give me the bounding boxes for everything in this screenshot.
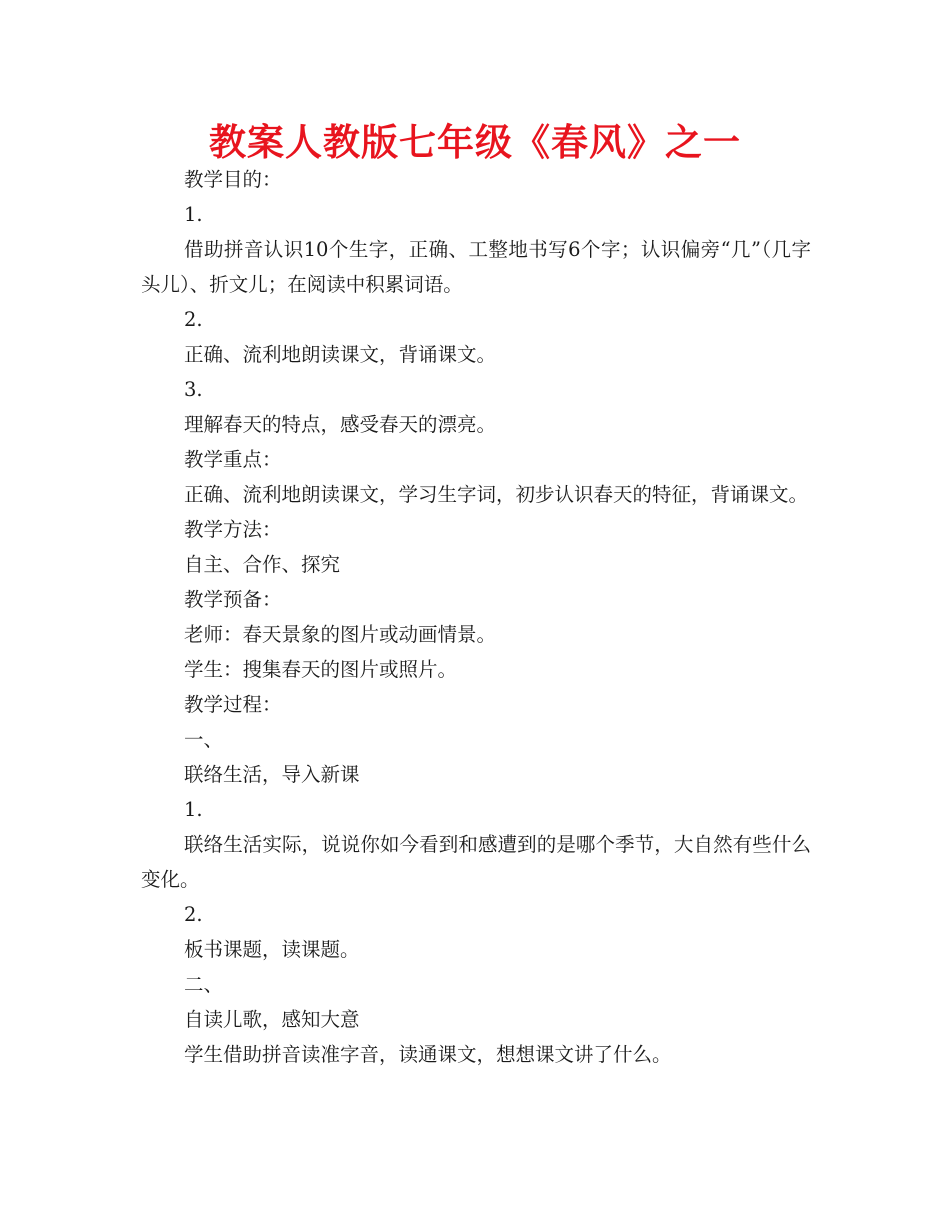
list-number: 3. xyxy=(184,378,203,401)
list-number: 1. xyxy=(184,798,203,821)
list-number: 2. xyxy=(184,308,203,331)
paragraph: 正确、流利地朗读课文，背诵课文。 xyxy=(184,343,497,366)
list-number: 2. xyxy=(184,903,203,926)
subsection-heading: 联络生活，导入新课 xyxy=(184,763,360,786)
section-heading-objectives: 教学目的： xyxy=(184,168,282,191)
subsection-heading: 自读儿歌，感知大意 xyxy=(184,1008,360,1031)
section-number: 二、 xyxy=(184,973,224,996)
paragraph: 学生：搜集春天的图片或照片。 xyxy=(184,658,458,681)
paragraph: 学生借助拼音读准字音，读通课文，想想课文讲了什么。 xyxy=(184,1043,672,1066)
section-heading-preparation: 教学预备： xyxy=(184,588,282,611)
paragraph: 自主、合作、探究 xyxy=(184,553,341,576)
list-number: 1. xyxy=(184,203,203,226)
document-body xyxy=(141,162,811,1072)
paragraph: 理解春天的特点，感受春天的漂亮。 xyxy=(184,413,497,436)
paragraph: 联络生活实际，说说你如今看到和感遭到的是哪个季节，大自然有些什么变化。 xyxy=(141,833,811,891)
section-heading-key-points: 教学重点： xyxy=(184,448,282,471)
paragraph: 板书课题，读课题。 xyxy=(184,938,360,961)
paragraph: 老师：春天景象的图片或动画情景。 xyxy=(184,623,497,646)
document-title: 教案人教版七年级《春风》之一 xyxy=(209,121,741,164)
section-heading-process: 教学过程： xyxy=(184,693,282,716)
paragraph: 正确、流利地朗读课文，学习生字词，初步认识春天的特征，背诵课文。 xyxy=(184,483,809,506)
paragraph: 借助拼音认识10个生字，正确、工整地书写6个字；认识偏旁“几”（几字头儿）、折文儿；在阅读中积累词语。 xyxy=(141,238,811,296)
section-heading-methods: 教学方法： xyxy=(184,518,282,541)
section-number: 一、 xyxy=(184,728,224,751)
